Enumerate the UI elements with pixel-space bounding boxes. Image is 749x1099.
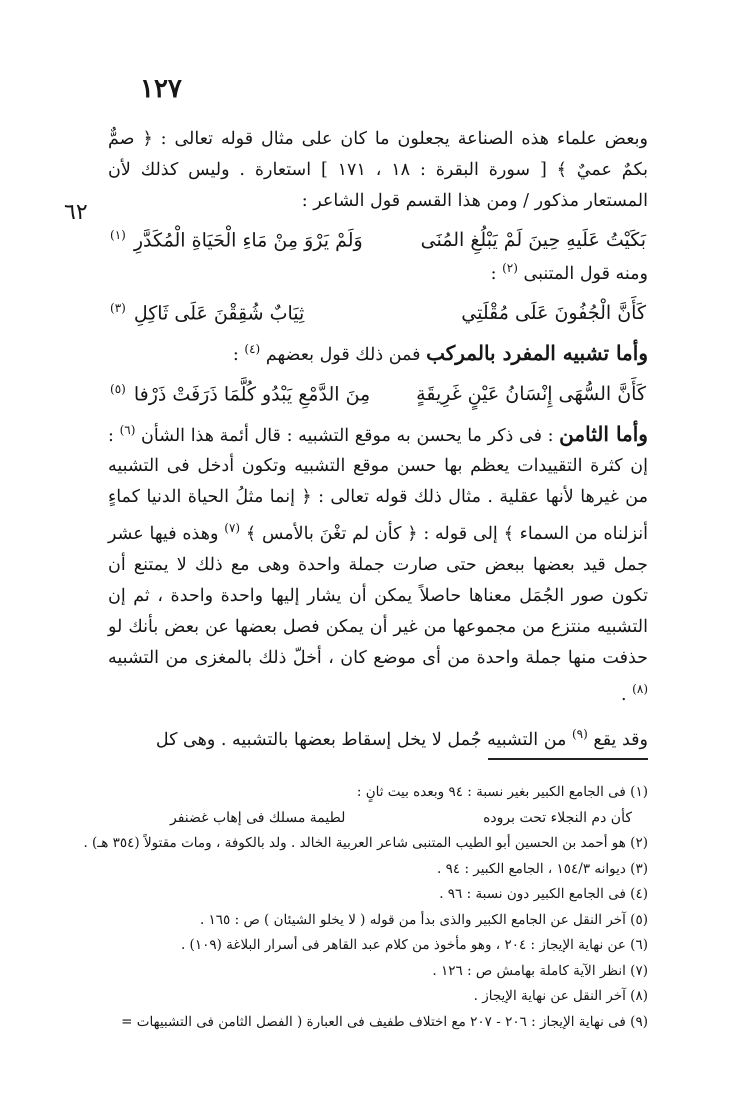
footnote-ref-4: (٤) — [244, 341, 261, 356]
verse-1-second-hemistich — [110, 217, 363, 258]
verse-2-second-text: ثِيَابٌ شُقِقْنَ عَلَى ثَاكِلِ — [133, 302, 305, 325]
paragraph-2 — [108, 253, 648, 290]
footnote-ref-9: (٩) — [571, 727, 588, 742]
footnote-2: (٢) هو أحمد بن الحسين أبو الطيب المتنبى شاعر العربية الخالد . ولد بالكوفة ، ومات مقتولاً (٣٥٤ هـ) . — [83, 835, 648, 851]
section-heading-simile-single-compound: وأما تشبيه المفرد بالمركب — [426, 340, 648, 365]
footnote-1: (١) فى الجامع الكبير بغير نسبة : ٩٤ وبعده بيت ثانٍ : — [356, 784, 648, 800]
footnote-8: (٨) آخر النقل عن نهاية الإيجاز . — [473, 988, 648, 1004]
verse-3-second-hemistich — [110, 371, 370, 412]
paragraph-5-part-a: وقد يقع — [593, 729, 648, 750]
footnote-ref-6: (٦) — [119, 422, 136, 437]
verse-2 — [108, 290, 648, 326]
verse-3 — [108, 371, 648, 407]
paragraph-3-text: فمن ذلك قول بعضهم — [265, 344, 421, 365]
footnote-4: (٤) فى الجامع الكبير دون نسبة : ٩٦ . — [439, 886, 648, 902]
paragraph-3-colon: : — [232, 344, 239, 365]
verse-3-second-text: مِنَ الدَّمْعِ يَبْدُو كُلَّمَا ذَرَفَتْ ذَرْفا — [133, 382, 371, 405]
footnote-7: (٧) انظر الآية كاملة بهامش ص : ١٢٦ . — [432, 962, 648, 979]
footnote-1-verse-first-hemistich: كأن دم النجلاء تحت بروده — [483, 809, 632, 826]
paragraph-4-part-b: : إن كثرة التقييدات يعظم بها حسن موقع التشبيه وتكون أدخل فى التشبيه من غيرها لأنها عقلية . مثال ذلك قوله تعالى : ﴿ إنما مثلُ الحياة الدنيا كماءٍ أنزلناه من السماء ﴾ إلى قوله : ﴿ كأن لم تغْنَ بالأمس ﴾ — [108, 425, 648, 545]
main-text — [108, 124, 648, 756]
paragraph-5 — [108, 719, 648, 756]
verse-1-first-hemistich: بَكَيْتُ عَلَيهِ حِينَ لَمْ يَبْلُغِ المُنَى — [420, 229, 646, 252]
intro-2-colon: : — [490, 263, 497, 284]
footnote-1-verse-second-hemistich: لطيمة مسلك فى إهاب غضنفر — [170, 809, 346, 826]
verse-2-first-hemistich: كَأَنَّ الْجُفُونَ عَلَى مُقْلَتِي — [461, 302, 646, 325]
intro-2-text: ومنه قول المتنبى — [523, 263, 648, 284]
footnotes — [83, 780, 648, 1035]
paragraph-4-part-c: وهذه فيها عشر جمل قيد بعضها ببعض حتى صارت جملة واحدة وهى مع ذلك لا يمتنع أن تكون صور الجُمَل معناها حاصلاً يمكن أن يشار إليها واحدة واحدة ، ثم إن التشبيه منتزع من مجموعها من غير أن يمكن فصل بعضها عن بعض بأنك لو حذفت منها جملة واحدة من أى موضع كان ، أخلّ ذلك بالمغزى من التشبيه — [108, 524, 648, 669]
paragraph-3 — [108, 334, 648, 371]
footnote-9: (٩) فى نهاية الإيجاز : ٢٠٦ - ٢٠٧ مع اختلاف طفيف فى العبارة ( الفصل الثامن فى التشبيهات = — [121, 1013, 648, 1030]
footnote-separator — [488, 758, 648, 760]
paragraph-4-end: . — [621, 685, 627, 706]
margin-page-reference: ٦٢ — [64, 200, 88, 225]
footnote-1-verse — [100, 806, 648, 832]
section-heading-eighth: وأما الثامن — [559, 421, 648, 446]
footnote-3: (٣) ديوانه ١٥٤/٣ ، الجامع الكبير : ٩٤ . — [437, 860, 648, 877]
footnote-ref-7: (٧) — [224, 521, 241, 536]
verse-1 — [108, 217, 648, 253]
footnote-5: (٥) آخر النقل عن الجامع الكبير والذى بدأ من قوله ( لا يخلو الشيئان ) ص : ١٦٥ . — [199, 911, 648, 928]
paragraph-5-part-b: من التشبيه جُمل لا يخل إسقاط بعضها بالتشبيه . وهى كل — [155, 729, 567, 750]
footnote-ref-3: (٣) — [110, 300, 126, 315]
paragraph-4-part-a: : فى ذكر ما يحسن به موقع التشبيه : قال أئمة هذا الشأن — [141, 425, 554, 446]
footnote-ref-1: (١) — [110, 228, 126, 242]
footnote-ref-5: (٥) — [110, 381, 126, 396]
page-number: ١٢٧ — [140, 74, 182, 104]
verse-3-first-hemistich: كَأَنَّ السُّهَى إِنْسَانُ عَيْنٍ غَرِيقَةٍ — [416, 382, 646, 405]
footnote-ref-8: (٨) — [632, 682, 648, 697]
verse-1-second-text: وَلَمْ يَرْوَ مِنْ مَاءِ الْحَيَاةِ الْمُكَدَّرِ — [133, 229, 363, 252]
footnote-6: (٦) عن نهاية الإيجاز : ٢٠٤ ، وهو مأخوذ من كلام عبد القاهر فى أسرار البلاغة (١٠٩) . — [180, 937, 648, 953]
paragraph-4 — [108, 415, 648, 711]
footnote-ref-2: (٢) — [502, 261, 518, 275]
verse-2-second-hemistich — [110, 290, 304, 331]
paragraph-1: وبعض علماء هذه الصناعة يجعلون ما كان على مثال قوله تعالى : ﴿ صمٌّ بكمٌ عميٌ ﴾ [ سورة البقرة : ١٨ ، ١٧١ ] استعارة . وليس كذلك لأن المستعار مذكور / ومن هذا القسم قول الشاعر : — [108, 129, 648, 211]
